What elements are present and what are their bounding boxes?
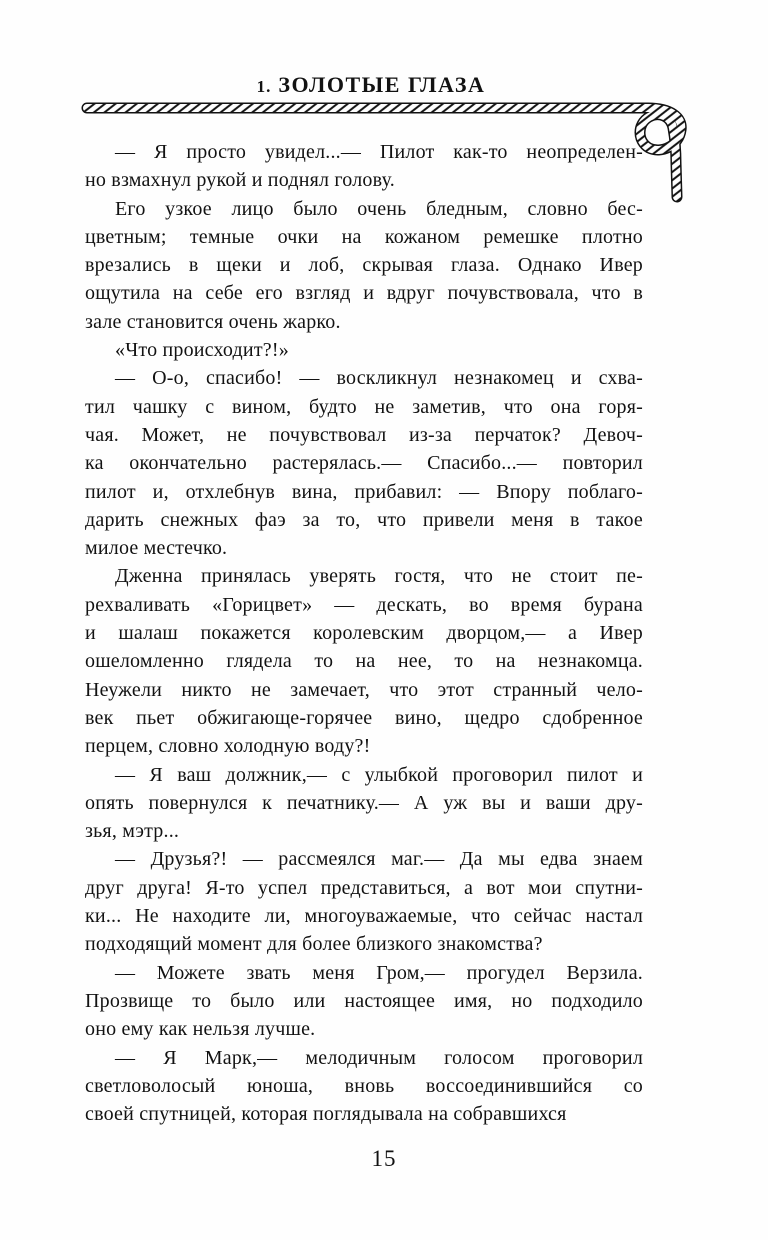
text-line: друг друга! Я-то успел представиться, а вот мои спутни-: [85, 876, 643, 899]
text-block: [85, 138, 643, 1128]
text-line: — Друзья?! — рассмеялся маг.— Да мы едва знаем: [115, 848, 643, 871]
paragraph: [85, 138, 643, 195]
chapter-title: ЗОЛОТЫЕ ГЛАЗА: [278, 72, 486, 97]
chapter-number: 1.: [256, 77, 272, 96]
text-line: врезались в щеки и лоб, скрывая глаза. Однако Ивер: [85, 254, 643, 277]
paragraph: [85, 845, 643, 958]
text-line: зале становится очень жарко.: [85, 310, 341, 333]
paragraph: [85, 761, 643, 846]
text-line: своей спутницей, которая поглядывала на собравшихся: [85, 1103, 567, 1126]
text-line: опять повернулся к печатнику.— А уж вы и ваши дру-: [85, 791, 643, 814]
text-line: Его узкое лицо было очень бледным, словно бес-: [115, 197, 643, 220]
chapter-header: [85, 72, 657, 98]
text-line: Прозвище то было или настоящее имя, но подходило: [85, 989, 643, 1012]
text-line: цветным; темные очки на кожаном ремешке плотно: [85, 225, 643, 248]
text-line: Дженна принялась уверять гостя, что не стоит пе-: [115, 565, 643, 588]
text-line: «Что происходит?!»: [115, 339, 289, 362]
paragraph: [85, 336, 643, 364]
text-line: тил чашку с вином, будто не заметив, что она горя-: [85, 395, 643, 418]
text-line: подходящий момент для более близкого знакомства?: [85, 933, 543, 956]
page-number: 15: [371, 1146, 397, 1171]
text-line: рехваливать «Горицвет» — дескать, во время бурана: [85, 593, 643, 616]
text-line: милое местечко.: [85, 537, 228, 560]
text-line: зья, мэтр...: [85, 820, 180, 843]
text-line: Неужели никто не замечает, что этот странный чело-: [85, 678, 643, 701]
text-line: — О-о, спасибо! — воскликнул незнакомец и схва-: [115, 367, 643, 390]
text-line: дарить снежных фаэ за то, что привели меня в такое: [85, 508, 643, 531]
text-line: ощутила на себе его взгляд и вдруг почувствовала, что в: [85, 282, 643, 305]
paragraph: [85, 364, 643, 562]
text-line: — Я ваш должник,— с улыбкой проговорил пилот и: [115, 763, 643, 786]
paragraph: [85, 195, 643, 336]
text-line: и шалаш покажется королевским дворцом,— а Ивер: [85, 622, 643, 645]
text-line: ка окончательно растерялась.— Спасибо...— повторил: [85, 452, 643, 475]
paragraph: [85, 562, 643, 760]
text-line: век пьет обжигающе-горячее вино, щедро сдобренное: [85, 706, 643, 729]
paragraph: [85, 1044, 643, 1129]
text-line: — Я Марк,— мелодичным голосом проговорил: [115, 1046, 643, 1069]
text-line: оно ему как нельзя лучше.: [85, 1018, 316, 1041]
text-line: ошеломленно глядела то на нее, то на незнакомца.: [85, 650, 643, 673]
text-line: светловолосый юноша, вновь воссоединившийся со: [85, 1074, 643, 1097]
paragraph: [85, 959, 643, 1044]
text-line: перцем, словно холодную воду?!: [85, 735, 371, 758]
text-line: — Можете звать меня Гром,— прогудел Верзила.: [115, 961, 643, 984]
text-line: пилот и, отхлебнув вина, прибавил: — Впору поблаго-: [85, 480, 643, 503]
text-line: но взмахнул рукой и поднял голову.: [85, 169, 395, 192]
text-line: — Я просто увидел...— Пилот как-то неопределен-: [115, 141, 643, 163]
text-line: ки... Не находите ли, многоуважаемые, что сейчас настал: [85, 905, 643, 928]
text-line: чая. Может, не почувствовал из-за перчаток? Девоч-: [85, 423, 643, 446]
